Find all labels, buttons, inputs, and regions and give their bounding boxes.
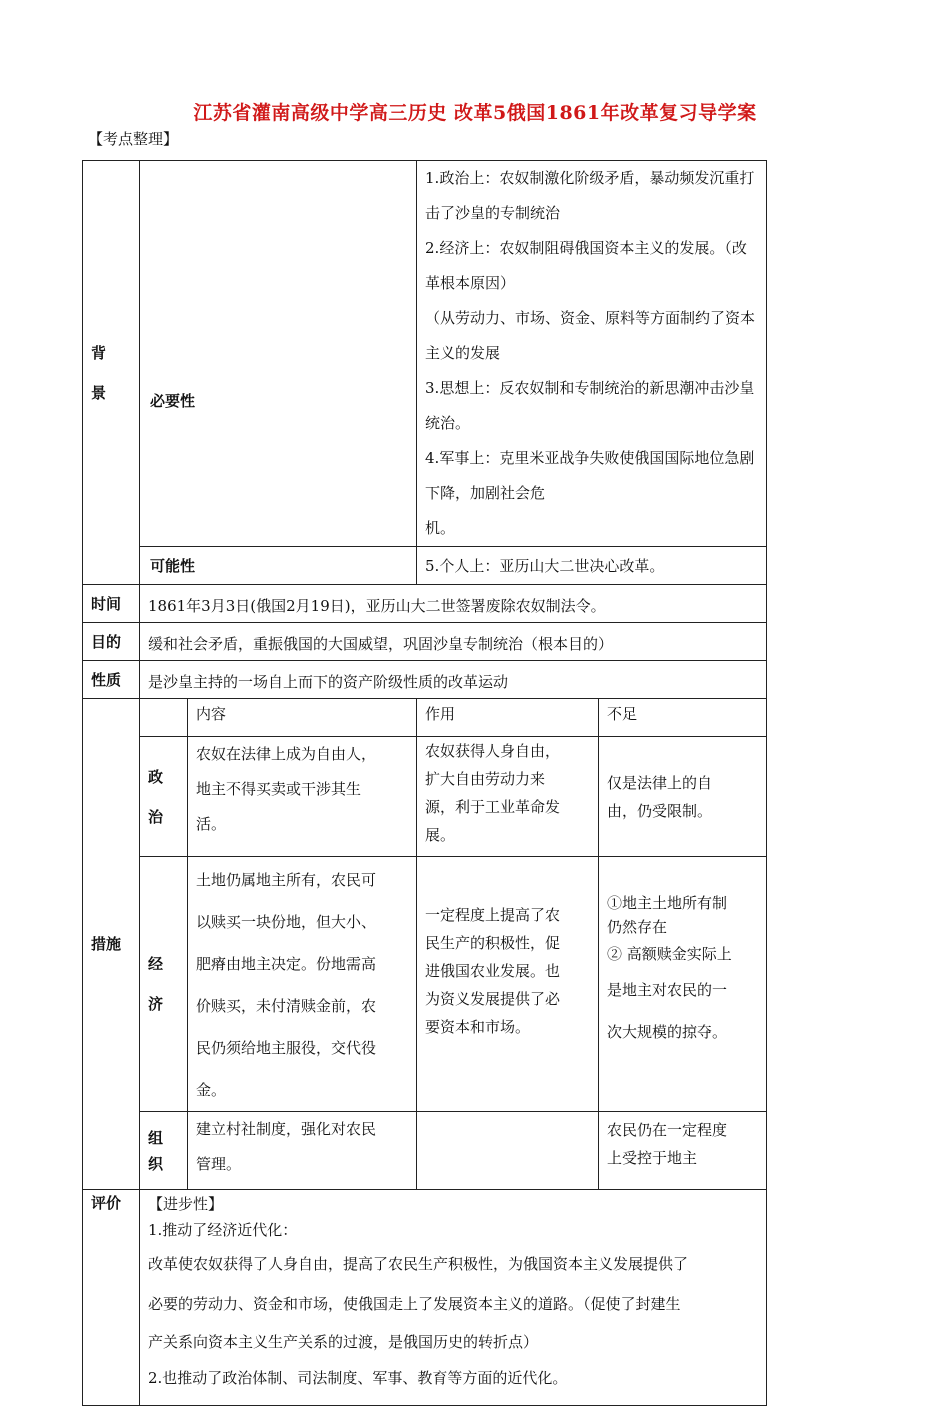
economy-content-line: 金。	[196, 1081, 227, 1099]
background-label-char-1: 背	[91, 343, 107, 362]
organization-label-char-1: 组	[148, 1128, 164, 1147]
necessity-item: 机。	[425, 519, 456, 537]
economy-label-char-2: 济	[148, 995, 164, 1013]
organization-label-char-2: 织	[148, 1154, 164, 1173]
time-content: 1861年3月3日(俄国2月19日)，亚历山大二世签署废除农奴制法令。	[140, 585, 767, 623]
organization-shortcoming	[599, 1112, 767, 1190]
background-label-char-2: 景	[91, 383, 107, 402]
economy-shortcoming-line: 是地主对农民的一	[607, 981, 728, 999]
economy-shortcoming-line: ② 高额赎金实际上	[607, 945, 732, 963]
economy-content-line: 土地仍属地主所有，农民可	[196, 871, 377, 889]
economy-content-line: 肥瘠由地主决定。份地需高	[196, 955, 377, 973]
economy-shortcoming-line: 仍然存在	[607, 918, 668, 936]
organization-effect	[417, 1112, 599, 1190]
economy-effect-line: 要资本和市场。	[425, 1018, 531, 1036]
politics-content-line: 活。	[196, 815, 227, 833]
purpose-content: 缓和社会矛盾，重振俄国的大国威望，巩固沙皇专制统治（根本目的）	[140, 623, 767, 661]
economy-content	[188, 857, 417, 1112]
section-heading: 【考点整理】	[88, 130, 179, 148]
organization-content	[188, 1112, 417, 1190]
economy-effect-line: 为资义发展提供了必	[425, 990, 561, 1008]
necessity-content	[417, 161, 767, 547]
row-measures-header	[83, 699, 767, 737]
organization-content-line: 建立村社制度，强化对农民	[196, 1120, 377, 1138]
row-measures-economy	[83, 857, 767, 1112]
politics-label-char-2: 治	[148, 807, 164, 826]
measures-label: 措施	[83, 699, 140, 1190]
organization-shortcoming-line: 上受控于地主	[607, 1149, 698, 1167]
economy-shortcoming	[599, 857, 767, 1112]
row-background-necessity	[83, 161, 767, 547]
economy-content-line: 以赎买一块份地，但大小、	[196, 913, 377, 931]
evaluation-content	[140, 1190, 767, 1406]
possibility-content: 5.个人上：亚历山大二世决心改革。	[417, 547, 767, 585]
row-measures-organization	[83, 1112, 767, 1190]
economy-shortcoming-line: ①地主土地所有制	[607, 894, 728, 912]
measures-header-effect: 作用	[417, 699, 599, 737]
politics-effect-line: 扩大自由劳动力来	[425, 770, 546, 788]
politics-label-char-1: 政	[148, 767, 164, 786]
economy-label	[140, 857, 188, 1112]
row-nature	[83, 661, 767, 699]
measures-header-shortcoming: 不足	[599, 699, 767, 737]
organization-content-line: 管理。	[196, 1155, 242, 1173]
economy-shortcoming-line: 次大规模的掠夺。	[607, 1023, 728, 1041]
possibility-label: 可能性	[140, 547, 417, 585]
economy-effect-line: 进俄国农业发展。也	[425, 962, 561, 980]
evaluation-line: 【进步性】	[148, 1195, 224, 1213]
economy-effect-line: 一定程度上提高了农	[425, 906, 561, 924]
necessity-item: 4.军事上：克里米亚战争失败使俄国国际地位急剧下降，加剧社会危	[425, 449, 755, 502]
time-label: 时间	[83, 585, 140, 623]
economy-effect-line: 民生产的积极性，促	[425, 934, 561, 952]
measures-header-content: 内容	[188, 699, 417, 737]
evaluation-line: 改革使农奴获得了人身自由，提高了农民生产积极性，为俄国资本主义发展提供了	[148, 1255, 689, 1273]
necessity-label: 必要性	[140, 161, 417, 547]
row-time	[83, 585, 767, 623]
economy-content-line: 民仍须给地主服役，交代役	[196, 1039, 377, 1057]
evaluation-line: 1.推动了经济近代化：	[148, 1221, 298, 1239]
politics-effect	[417, 737, 599, 857]
politics-shortcoming	[599, 737, 767, 857]
review-table	[82, 160, 767, 1406]
necessity-item: 2.经济上：农奴制阻碍俄国资本主义的发展。（改革根本原因）	[425, 239, 747, 292]
economy-effect	[417, 857, 599, 1112]
politics-shortcoming-line: 由，仍受限制。	[607, 801, 713, 820]
row-background-possibility	[83, 547, 767, 585]
organization-label	[140, 1112, 188, 1190]
row-purpose	[83, 623, 767, 661]
evaluation-line: 2.也推动了政治体制、司法制度、军事、教育等方面的近代化。	[148, 1369, 568, 1387]
necessity-item: 1.政治上：农奴制激化阶级矛盾，暴动频发沉重打击了沙皇的专制统治	[425, 169, 755, 222]
politics-effect-line: 展。	[425, 826, 456, 844]
necessity-item: 3.思想上：反农奴制和专制统治的新思潮冲击沙皇统治。	[425, 379, 755, 432]
necessity-item: （从劳动力、市场、资金、原料等方面制约了资本主义的发展	[425, 309, 756, 362]
evaluation-label: 评价	[83, 1190, 140, 1406]
measures-header-blank	[140, 699, 188, 737]
politics-shortcoming-line: 仅是法律上的自	[607, 773, 713, 792]
nature-content: 是沙皇主持的一场自上而下的资产阶级性质的改革运动	[140, 661, 767, 699]
organization-shortcoming-line: 农民仍在一定程度	[607, 1121, 728, 1139]
politics-effect-line: 源，利于工业革命发	[425, 798, 561, 816]
politics-content	[188, 737, 417, 857]
politics-effect-line: 农奴获得人身自由，	[425, 742, 561, 760]
evaluation-line: 必要的劳动力、资金和市场，使俄国走上了发展资本主义的道路。（促使了封建生	[148, 1295, 681, 1313]
purpose-label: 目的	[83, 623, 140, 661]
row-evaluation	[83, 1190, 767, 1406]
row-measures-politics	[83, 737, 767, 857]
economy-label-char-1: 经	[148, 955, 164, 973]
politics-content-line: 农奴在法律上成为自由人，	[196, 745, 377, 763]
politics-content-line: 地主不得买卖或干涉其生	[196, 780, 362, 798]
evaluation-line: 产关系向资本主义生产关系的过渡，是俄国历史的转折点）	[148, 1333, 539, 1351]
economy-content-line: 价赎买，未付清赎金前，农	[196, 997, 377, 1015]
nature-label: 性质	[83, 661, 140, 699]
politics-label	[140, 737, 188, 857]
background-label	[83, 161, 140, 585]
page-title: 江苏省灌南高级中学高三历史 改革5俄国1861年改革复习导学案	[193, 102, 757, 124]
